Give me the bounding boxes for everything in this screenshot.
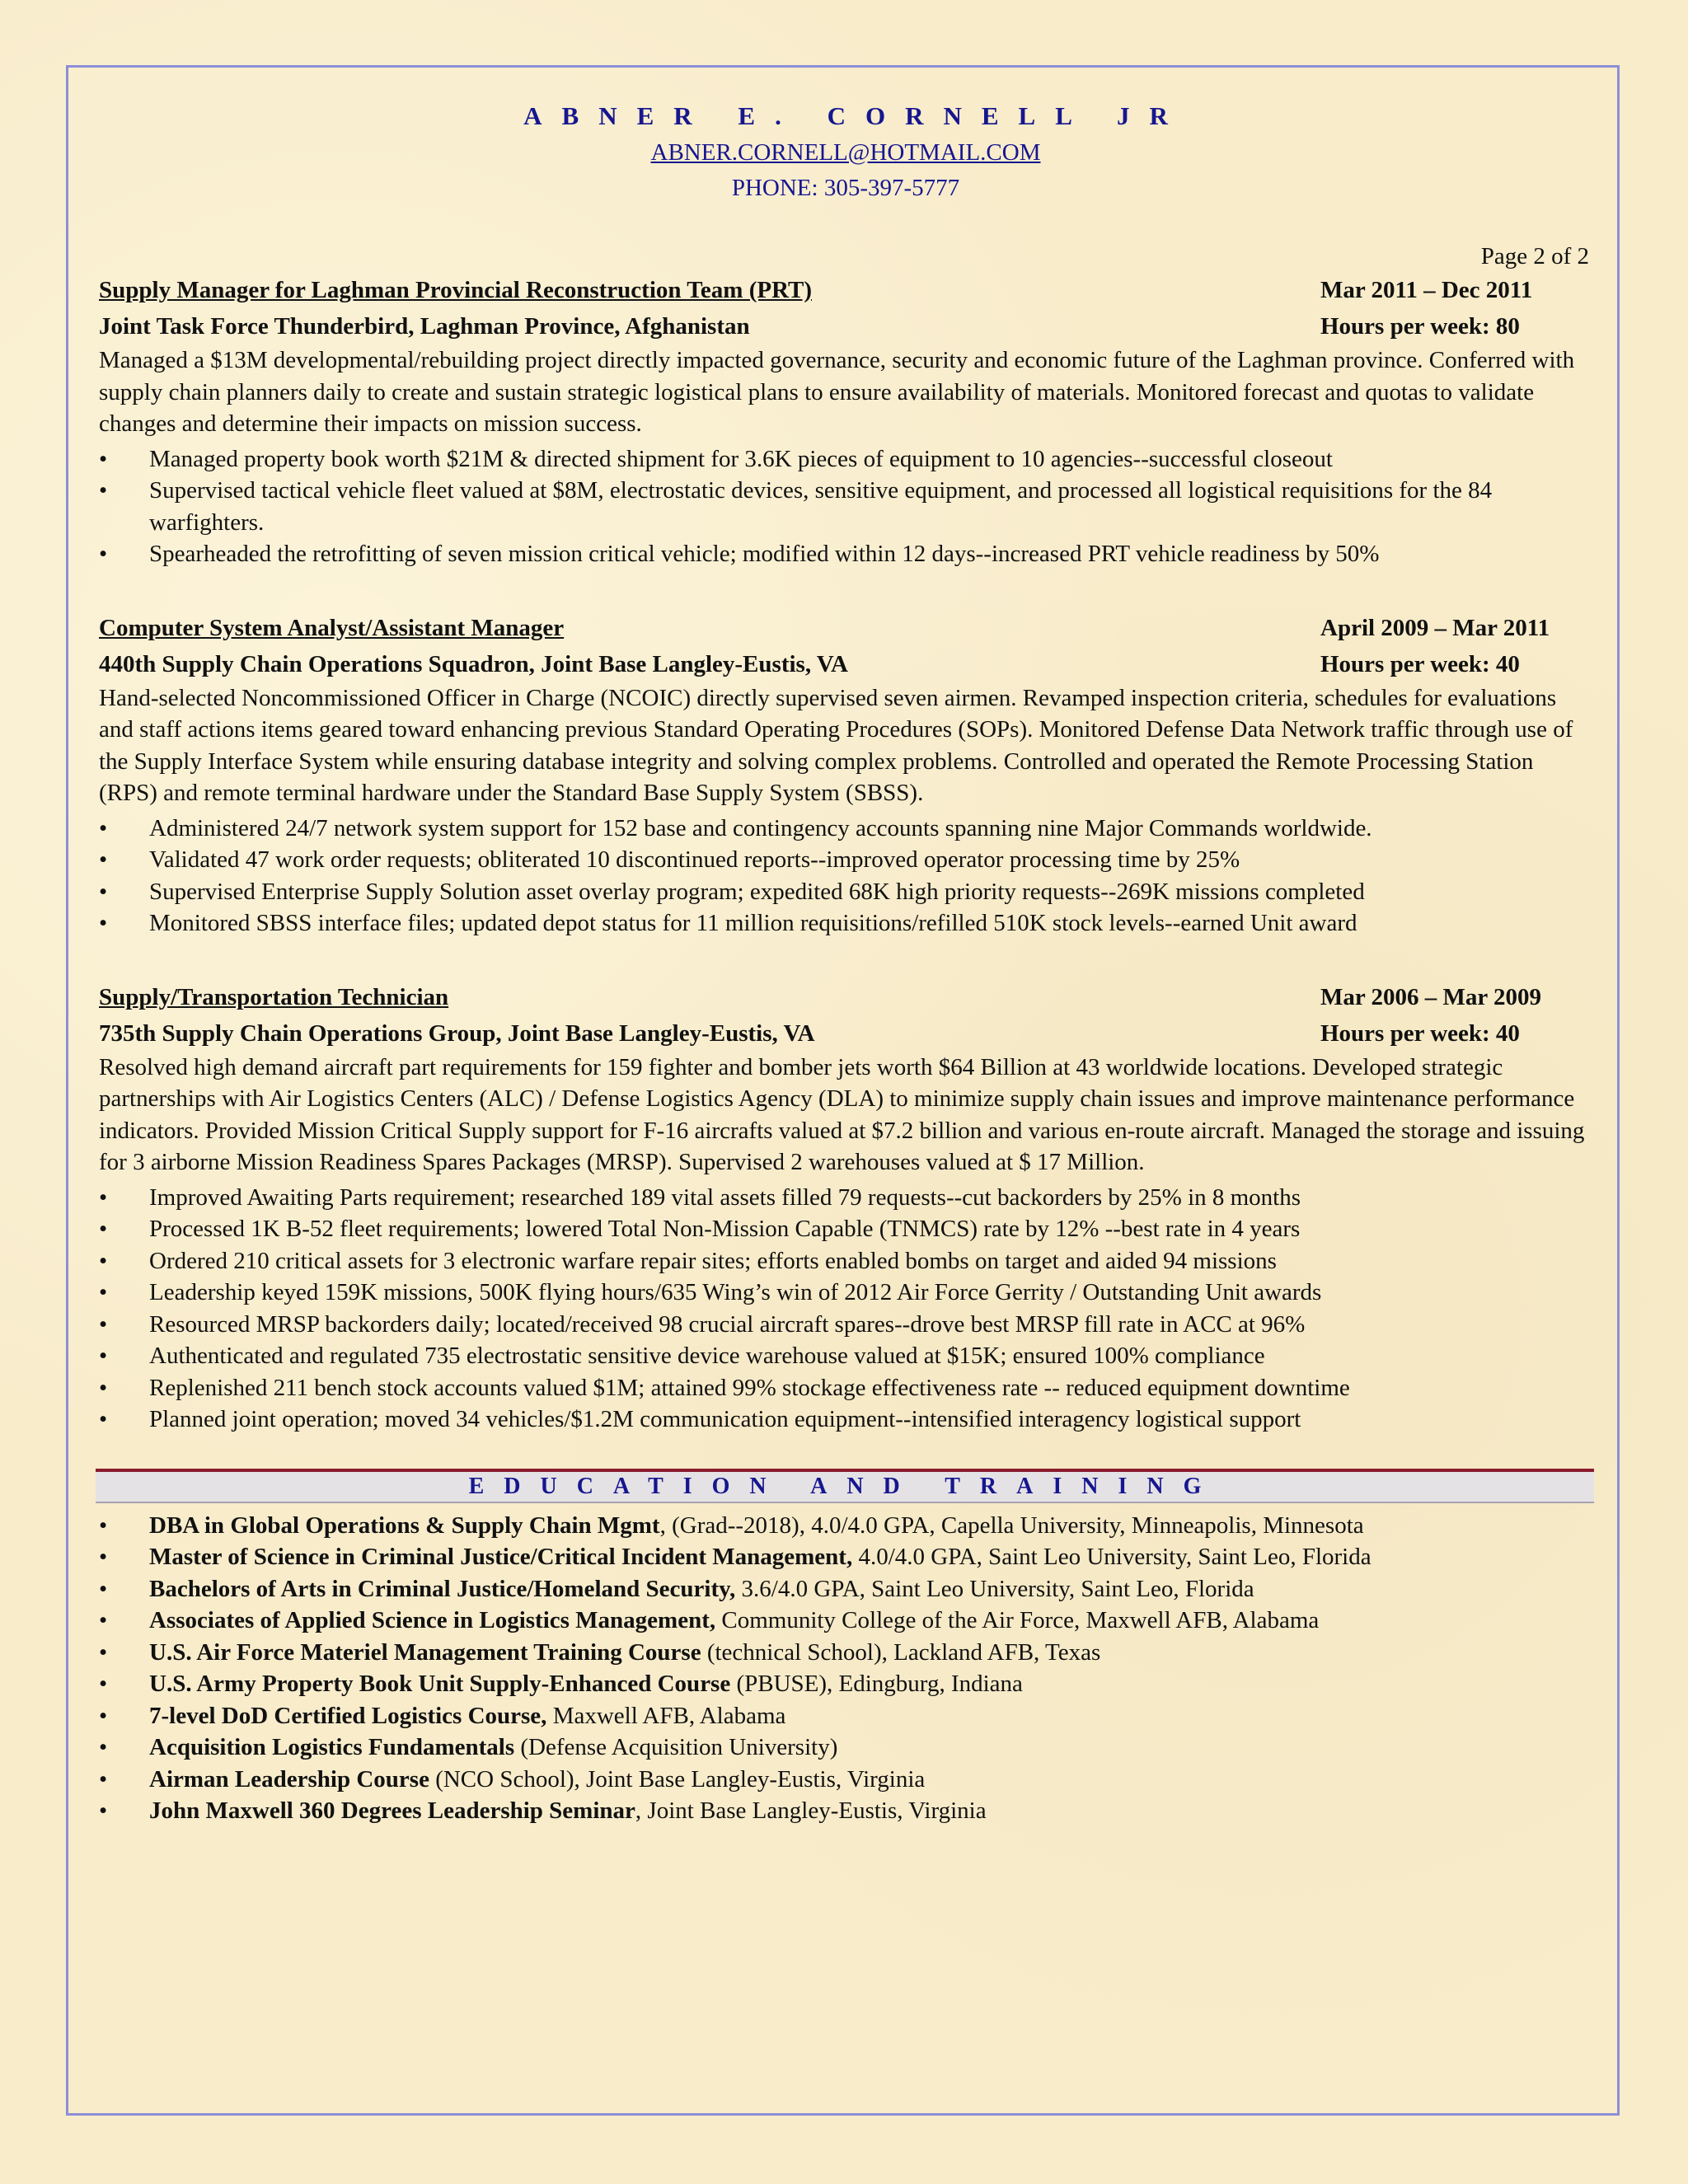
degree-details: , Joint Base Langley-Eustis, Virginia bbox=[635, 1797, 987, 1824]
bullet-text: Authenticated and regulated 735 electrostatic sensitive device warehouse valued at $15K; ensured 100% compliance bbox=[149, 1343, 1265, 1369]
list-item bbox=[99, 876, 1592, 908]
list-item bbox=[99, 1309, 1592, 1341]
list-item bbox=[99, 1245, 1592, 1277]
list-item bbox=[99, 813, 1592, 845]
section-gap bbox=[99, 570, 1592, 610]
bullet-glyph: • bbox=[99, 445, 108, 472]
list-item bbox=[99, 1605, 1592, 1637]
list-item bbox=[99, 1182, 1592, 1214]
bullet-glyph: • bbox=[99, 1343, 108, 1369]
bullet-text: Managed property book worth $21M & directed shipment for 3.6K pieces of equipment to 10 agencies--successful closeout bbox=[149, 445, 1333, 472]
bullet-glyph: • bbox=[99, 878, 108, 905]
degree-details: (technical School), Lackland AFB, Texas bbox=[701, 1638, 1101, 1666]
degree-name: U.S. Air Force Materiel Management Training Course bbox=[149, 1638, 701, 1666]
job-organization: 440th Supply Chain Operations Squadron, Joint Base Langley-Eustis, VA bbox=[99, 650, 848, 677]
bullet-glyph: • bbox=[99, 1511, 108, 1539]
job-title: Computer System Analyst/Assistant Manager bbox=[99, 614, 565, 641]
degree-name: Bachelors of Arts in Criminal Justice/Homeland Security, bbox=[149, 1575, 736, 1602]
bullet-glyph: • bbox=[99, 541, 108, 567]
bullet-text: Processed 1K B-52 fleet requirements; lowered Total Non-Mission Capable (TNMCS) rate by 12% --best rate in 4 years bbox=[149, 1216, 1301, 1242]
bullet-glyph: • bbox=[99, 910, 108, 936]
job-title: Supply Manager for Laghman Provincial Reconstruction Team (PRT) bbox=[99, 277, 812, 303]
list-item bbox=[99, 1700, 1592, 1732]
section-gap bbox=[99, 940, 1592, 979]
list-item bbox=[99, 1541, 1592, 1573]
bullet-glyph: • bbox=[99, 1734, 108, 1760]
bullet-glyph: • bbox=[99, 1765, 108, 1793]
bullet-text: Spearheaded the retrofitting of seven mission critical vehicle; modified within 12 days--increased PRT vehicle readiness by 50% bbox=[149, 541, 1380, 567]
candidate-name: ABNER E. CORNELL JR bbox=[523, 101, 1188, 130]
degree-name: Airman Leadership Course bbox=[149, 1765, 429, 1793]
job-hours: Hours per week: 80 bbox=[1320, 313, 1520, 340]
list-item bbox=[99, 907, 1592, 940]
bullet-glyph: • bbox=[99, 1247, 108, 1274]
bullet-glyph: • bbox=[99, 1797, 108, 1824]
degree-details: 3.6/4.0 GPA, Saint Leo University, Saint Leo, Florida bbox=[735, 1575, 1254, 1602]
experience-section bbox=[99, 272, 1592, 1436]
education-section bbox=[99, 1510, 1592, 1827]
job-org-row bbox=[99, 646, 1592, 682]
bullet-text: Replenished 211 bench stock accounts valued $1M; attained 99% stockage effectiveness rate -- reduced equipment downtime bbox=[149, 1374, 1350, 1401]
job-entry bbox=[99, 570, 1592, 940]
job-bullets bbox=[99, 1182, 1592, 1436]
bullet-glyph: • bbox=[99, 1279, 108, 1305]
list-item bbox=[99, 1277, 1592, 1309]
job-hours: Hours per week: 40 bbox=[1320, 1019, 1520, 1047]
degree-details: , (Grad--2018), 4.0/4.0 GPA, Capella University, Minneapolis, Minnesota bbox=[659, 1511, 1364, 1539]
degree-name: U.S. Army Property Book Unit Supply-Enhanced Course bbox=[149, 1671, 731, 1697]
bullet-glyph: • bbox=[99, 477, 108, 504]
job-bullets bbox=[99, 443, 1592, 570]
bullet-glyph: • bbox=[99, 1310, 108, 1338]
bullet-text: Ordered 210 critical assets for 3 electronic warfare repair sites; efforts enabled bombs on target and aided 94 missions bbox=[149, 1247, 1277, 1274]
degree-details: Maxwell AFB, Alabama bbox=[546, 1702, 786, 1729]
job-bullets bbox=[99, 813, 1592, 940]
degree-name: Master of Science in Criminal Justice/Critical Incident Management, bbox=[149, 1544, 853, 1570]
list-item bbox=[99, 1764, 1592, 1796]
phone-number: PHONE: 305-397-5777 bbox=[731, 175, 960, 201]
bullet-glyph: • bbox=[99, 1575, 108, 1602]
degree-details: (PBUSE), Edingburg, Indiana bbox=[730, 1671, 1023, 1697]
job-title-row bbox=[99, 610, 1592, 646]
job-organization: Joint Task Force Thunderbird, Laghman Province, Afghanistan bbox=[99, 313, 750, 340]
bullet-text: Validated 47 work order requests; obliterated 10 discontinued reports--improved operator processing time by 25% bbox=[149, 846, 1240, 873]
job-org-row bbox=[99, 1015, 1592, 1052]
bullet-text: Improved Awaiting Parts requirement; researched 189 vital assets filled 79 requests--cut backorders by 25% in 8 months bbox=[149, 1183, 1301, 1211]
list-item bbox=[99, 844, 1592, 876]
list-item bbox=[99, 1404, 1592, 1436]
education-list bbox=[99, 1510, 1592, 1827]
job-entry bbox=[99, 272, 1592, 570]
bullet-text: Supervised tactical vehicle fleet valued at $8M, electrostatic devices, sensitive equipment, and processed all logistical requisitions for the 84 warfighters. bbox=[149, 477, 1493, 536]
degree-details: 4.0/4.0 GPA, Saint Leo University, Saint Leo, Florida bbox=[852, 1544, 1372, 1570]
job-organization: 735th Supply Chain Operations Group, Joint Base Langley-Eustis, VA bbox=[99, 1019, 815, 1047]
degree-name: Acquisition Logistics Fundamentals bbox=[149, 1734, 515, 1760]
list-item bbox=[99, 1795, 1592, 1827]
job-org-row bbox=[99, 308, 1592, 344]
degree-name: Associates of Applied Science in Logistics Management, bbox=[149, 1607, 716, 1633]
bullet-text: Planned joint operation; moved 34 vehicles/$1.2M communication equipment--intensified interagency logistical support bbox=[149, 1406, 1301, 1432]
list-item bbox=[99, 1340, 1592, 1372]
job-description: Hand-selected Noncommissioned Officer in Charge (NCOIC) directly supervised seven airmen. Revamped inspection criteria, schedules for evaluations and staff actions items geared toward enhancing previous Standard Operating Procedures (SOPs). Monitored Defense Data Network traffic through use of the Supply Interface System while ensuring database integrity and solving complex problems. Controlled and operated the Remote Processing Station (RPS) and remote terminal hardware under the Standard Base Supply System (SBSS). bbox=[99, 684, 1573, 806]
degree-details: (Defense Acquisition University) bbox=[514, 1734, 838, 1760]
bullet-glyph: • bbox=[99, 1406, 108, 1432]
list-item bbox=[99, 1573, 1592, 1605]
list-item bbox=[99, 1637, 1592, 1669]
job-dates: Mar 2006 – Mar 2009 bbox=[1320, 983, 1541, 1010]
bullet-glyph: • bbox=[99, 1702, 108, 1729]
list-item bbox=[99, 1668, 1592, 1700]
bullet-glyph: • bbox=[99, 1671, 108, 1697]
degree-details: Community College of the Air Force, Maxwell AFB, Alabama bbox=[715, 1607, 1320, 1633]
bullet-glyph: • bbox=[99, 1607, 108, 1633]
job-description: Managed a $13M developmental/rebuilding project directly impacted governance, security and economic future of the Laghman province. Conferred with supply chain planners daily to create and sustain strategic logistical plans to ensure availability of materials. Monitored forecast and quotas to validate changes and determine their impacts on mission success. bbox=[99, 347, 1575, 437]
bullet-text: Leadership keyed 159K missions, 500K flying hours/635 Wing’s win of 2012 Air Force Gerrity / Outstanding Unit awards bbox=[149, 1279, 1322, 1305]
job-entry bbox=[99, 940, 1592, 1436]
bullet-text: Monitored SBSS interface files; updated depot status for 11 million requisitions/refilled 510K stock levels--earned Unit award bbox=[149, 910, 1357, 936]
job-dates: April 2009 – Mar 2011 bbox=[1320, 614, 1550, 641]
bullet-glyph: • bbox=[99, 1638, 108, 1666]
degree-name: 7-level DoD Certified Logistics Course, bbox=[149, 1702, 547, 1729]
resume-content bbox=[99, 97, 1592, 1827]
email-link[interactable]: ABNER.CORNELL@HOTMAIL.COM bbox=[650, 139, 1041, 166]
bullet-glyph: • bbox=[99, 1216, 108, 1242]
job-title-row bbox=[99, 979, 1592, 1015]
job-description: Resolved high demand aircraft part requirements for 159 fighter and bomber jets worth $64 Billion at 43 worldwide locations. Developed strategic partnerships with Air Logistics Centers (ALC) / Defense Logistics Agency (DLA) to minimize supply chain issues and improve maintenance performance indicators. Provided Mission Critical Supply support for F-16 aircrafts valued at $7.2 billion and various en-route aircraft. Managed the storage and issuing for 3 airborne Mission Readiness Spares Packages (MRSP). Supervised 2 warehouses valued at $ 17 Million. bbox=[99, 1053, 1585, 1175]
degree-name: DBA in Global Operations & Supply Chain Mgmt bbox=[149, 1511, 660, 1539]
bullet-glyph: • bbox=[99, 846, 108, 873]
list-item bbox=[99, 1372, 1592, 1404]
bullet-glyph: • bbox=[99, 1544, 108, 1570]
list-item bbox=[99, 443, 1592, 476]
job-hours: Hours per week: 40 bbox=[1320, 650, 1520, 677]
education-heading-bar bbox=[96, 1469, 1594, 1503]
education-heading: EDUCATION AND TRAINING bbox=[468, 1473, 1221, 1499]
job-title-row bbox=[99, 272, 1592, 308]
list-item bbox=[99, 1732, 1592, 1764]
bullet-glyph: • bbox=[99, 1374, 108, 1401]
bullet-text: Supervised Enterprise Supply Solution asset overlay program; expedited 68K high priority requests--269K missions completed bbox=[149, 878, 1365, 905]
list-item bbox=[99, 538, 1592, 570]
bullet-glyph: • bbox=[99, 1183, 108, 1211]
bullet-text: Administered 24/7 network system support for 152 base and contingency accounts spanning nine Major Commands worldwide. bbox=[149, 814, 1372, 841]
page-number: Page 2 of 2 bbox=[1480, 243, 1589, 269]
degree-name: John Maxwell 360 Degrees Leadership Seminar bbox=[149, 1797, 635, 1824]
job-dates: Mar 2011 – Dec 2011 bbox=[1320, 277, 1533, 303]
list-item bbox=[99, 1213, 1592, 1245]
degree-details: (NCO School), Joint Base Langley-Eustis, Virginia bbox=[429, 1765, 926, 1793]
bullet-glyph: • bbox=[99, 814, 108, 841]
job-title: Supply/Transportation Technician bbox=[99, 983, 449, 1010]
list-item bbox=[99, 475, 1592, 538]
contact-header bbox=[99, 97, 1592, 206]
list-item bbox=[99, 1510, 1592, 1542]
bullet-text: Resourced MRSP backorders daily; located/received 98 crucial aircraft spares--drove best MRSP fill rate in ACC at 96% bbox=[149, 1310, 1306, 1338]
